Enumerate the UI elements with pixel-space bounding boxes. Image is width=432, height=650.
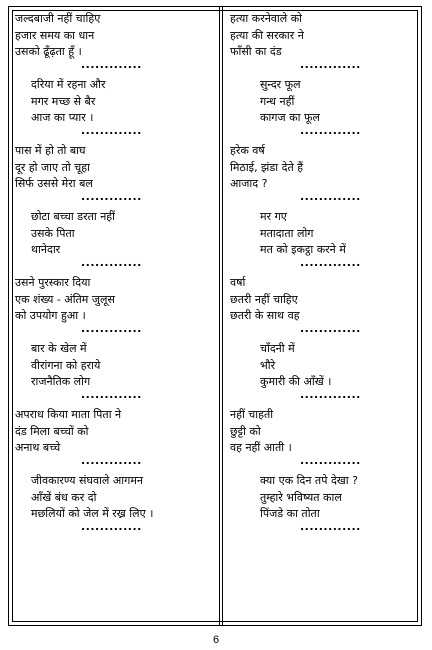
stanza-separator: ............. [81, 255, 142, 269]
poem-line: जीवकारण्य संघवाले आगमन [31, 474, 143, 487]
poem-line: थानेदार [31, 243, 61, 256]
poem-line: छुट्टी को [230, 424, 261, 438]
poem-line: पिंजडे का तोता [260, 507, 320, 520]
poem-line: मिठाई, झंडा देते हैं [230, 160, 304, 174]
poem-line: एक शंख्य - अंतिम जुलूस [15, 292, 115, 306]
poem-line: कुमारी की आँखें । [260, 375, 332, 388]
poem-line: दरिया में रहना और [31, 78, 106, 91]
poem-line: राजनैतिक लोग [31, 375, 91, 388]
poem-line: चाँदनी में [260, 342, 295, 355]
poem-line: सुन्दर फूल [260, 78, 301, 91]
poem-line: हत्या की सरकार ने [230, 28, 304, 42]
poem-line: मतादाता लोग [260, 226, 314, 240]
poem-line: कागज का फूल [260, 111, 320, 124]
poem-line: अनाथ बच्चे [15, 441, 61, 454]
poem-line: आँखें बंध कर दो [31, 490, 97, 504]
poem-line: मर गए [260, 210, 287, 223]
poem-line: दंड मिला बच्चों को [15, 424, 89, 438]
stanza-separator: ............. [300, 387, 361, 401]
poem-line: अपराध किया माता पिता ने [15, 408, 122, 421]
poem-line: हजार समय का धान [15, 28, 95, 42]
poem-line: मत को इकट्ठा करने में [260, 243, 346, 256]
poem-line: गन्ध नहीं [260, 94, 295, 108]
poem-line: हत्या करनेवाले को [230, 12, 303, 25]
poem-line: वर्षा [230, 276, 246, 289]
poem-line: छोटा बच्चा डरता नहीं [31, 210, 116, 223]
poem-line: फाँसी का दंड [230, 45, 282, 58]
page-number: 6 [212, 634, 220, 646]
stanza-separator: ............. [81, 57, 142, 71]
stanza-separator: ............. [300, 519, 361, 533]
stanza-separator: ............. [81, 519, 142, 533]
poem-line: आज का प्यार । [31, 111, 94, 124]
stanza-separator: ............. [81, 123, 142, 137]
poem-line: मछलियों को जेल में रख्र लिए । [31, 507, 154, 520]
poem-line: मगर मच्छ से बैर [31, 94, 96, 108]
stanza-separator: ............. [81, 321, 142, 335]
poem-line: वीरांगना को हराये [31, 358, 101, 372]
poem-line: छतरी नहीं चाहिए [230, 292, 298, 306]
poem-line: छतरी के साथ वह [230, 309, 300, 322]
poem-line: को उपयोग हुआ । [15, 309, 86, 322]
poem-line: भौरे [260, 358, 276, 372]
stanza-separator: ............. [300, 57, 361, 71]
column-divider [219, 6, 220, 626]
poem-line: उसको ढूँढ़ता हूँ । [15, 45, 82, 58]
poem-line: क्या एक दिन तपे देखा ? [260, 474, 358, 487]
poem-line: वह नहीं आती । [230, 441, 292, 454]
poem-line: पास में हो तो बाघ [15, 144, 86, 157]
poem-line: नहीं चाहती [230, 408, 274, 421]
poem-line: उसने पुरस्कार दिया [15, 276, 91, 289]
stanza-separator: ............. [300, 453, 361, 467]
column-divider-inner [222, 6, 223, 626]
poem-line: आजाद ? [230, 177, 268, 190]
poem-line: उसके पिता [31, 226, 75, 240]
stanza-separator: ............. [300, 255, 361, 269]
stanza-separator: ............. [81, 387, 142, 401]
stanza-separator: ............. [81, 453, 142, 467]
stanza-separator: ............. [300, 321, 361, 335]
poem-line: बार के खेल में [31, 342, 87, 355]
stanza-separator: ............. [81, 189, 142, 203]
poem-line: हरेक वर्ष [230, 144, 265, 157]
poem-line: तुम्हारे भविष्यत काल [260, 490, 342, 504]
stanza-separator: ............. [300, 189, 361, 203]
poem-line: दूर हो जाए तो चूहा [15, 160, 90, 174]
stanza-separator: ............. [300, 123, 361, 137]
poem-line: सिर्फ उससे मेरा बल [15, 177, 93, 190]
poem-line: जल्दबाजी नहीं चाहिए [15, 12, 101, 25]
